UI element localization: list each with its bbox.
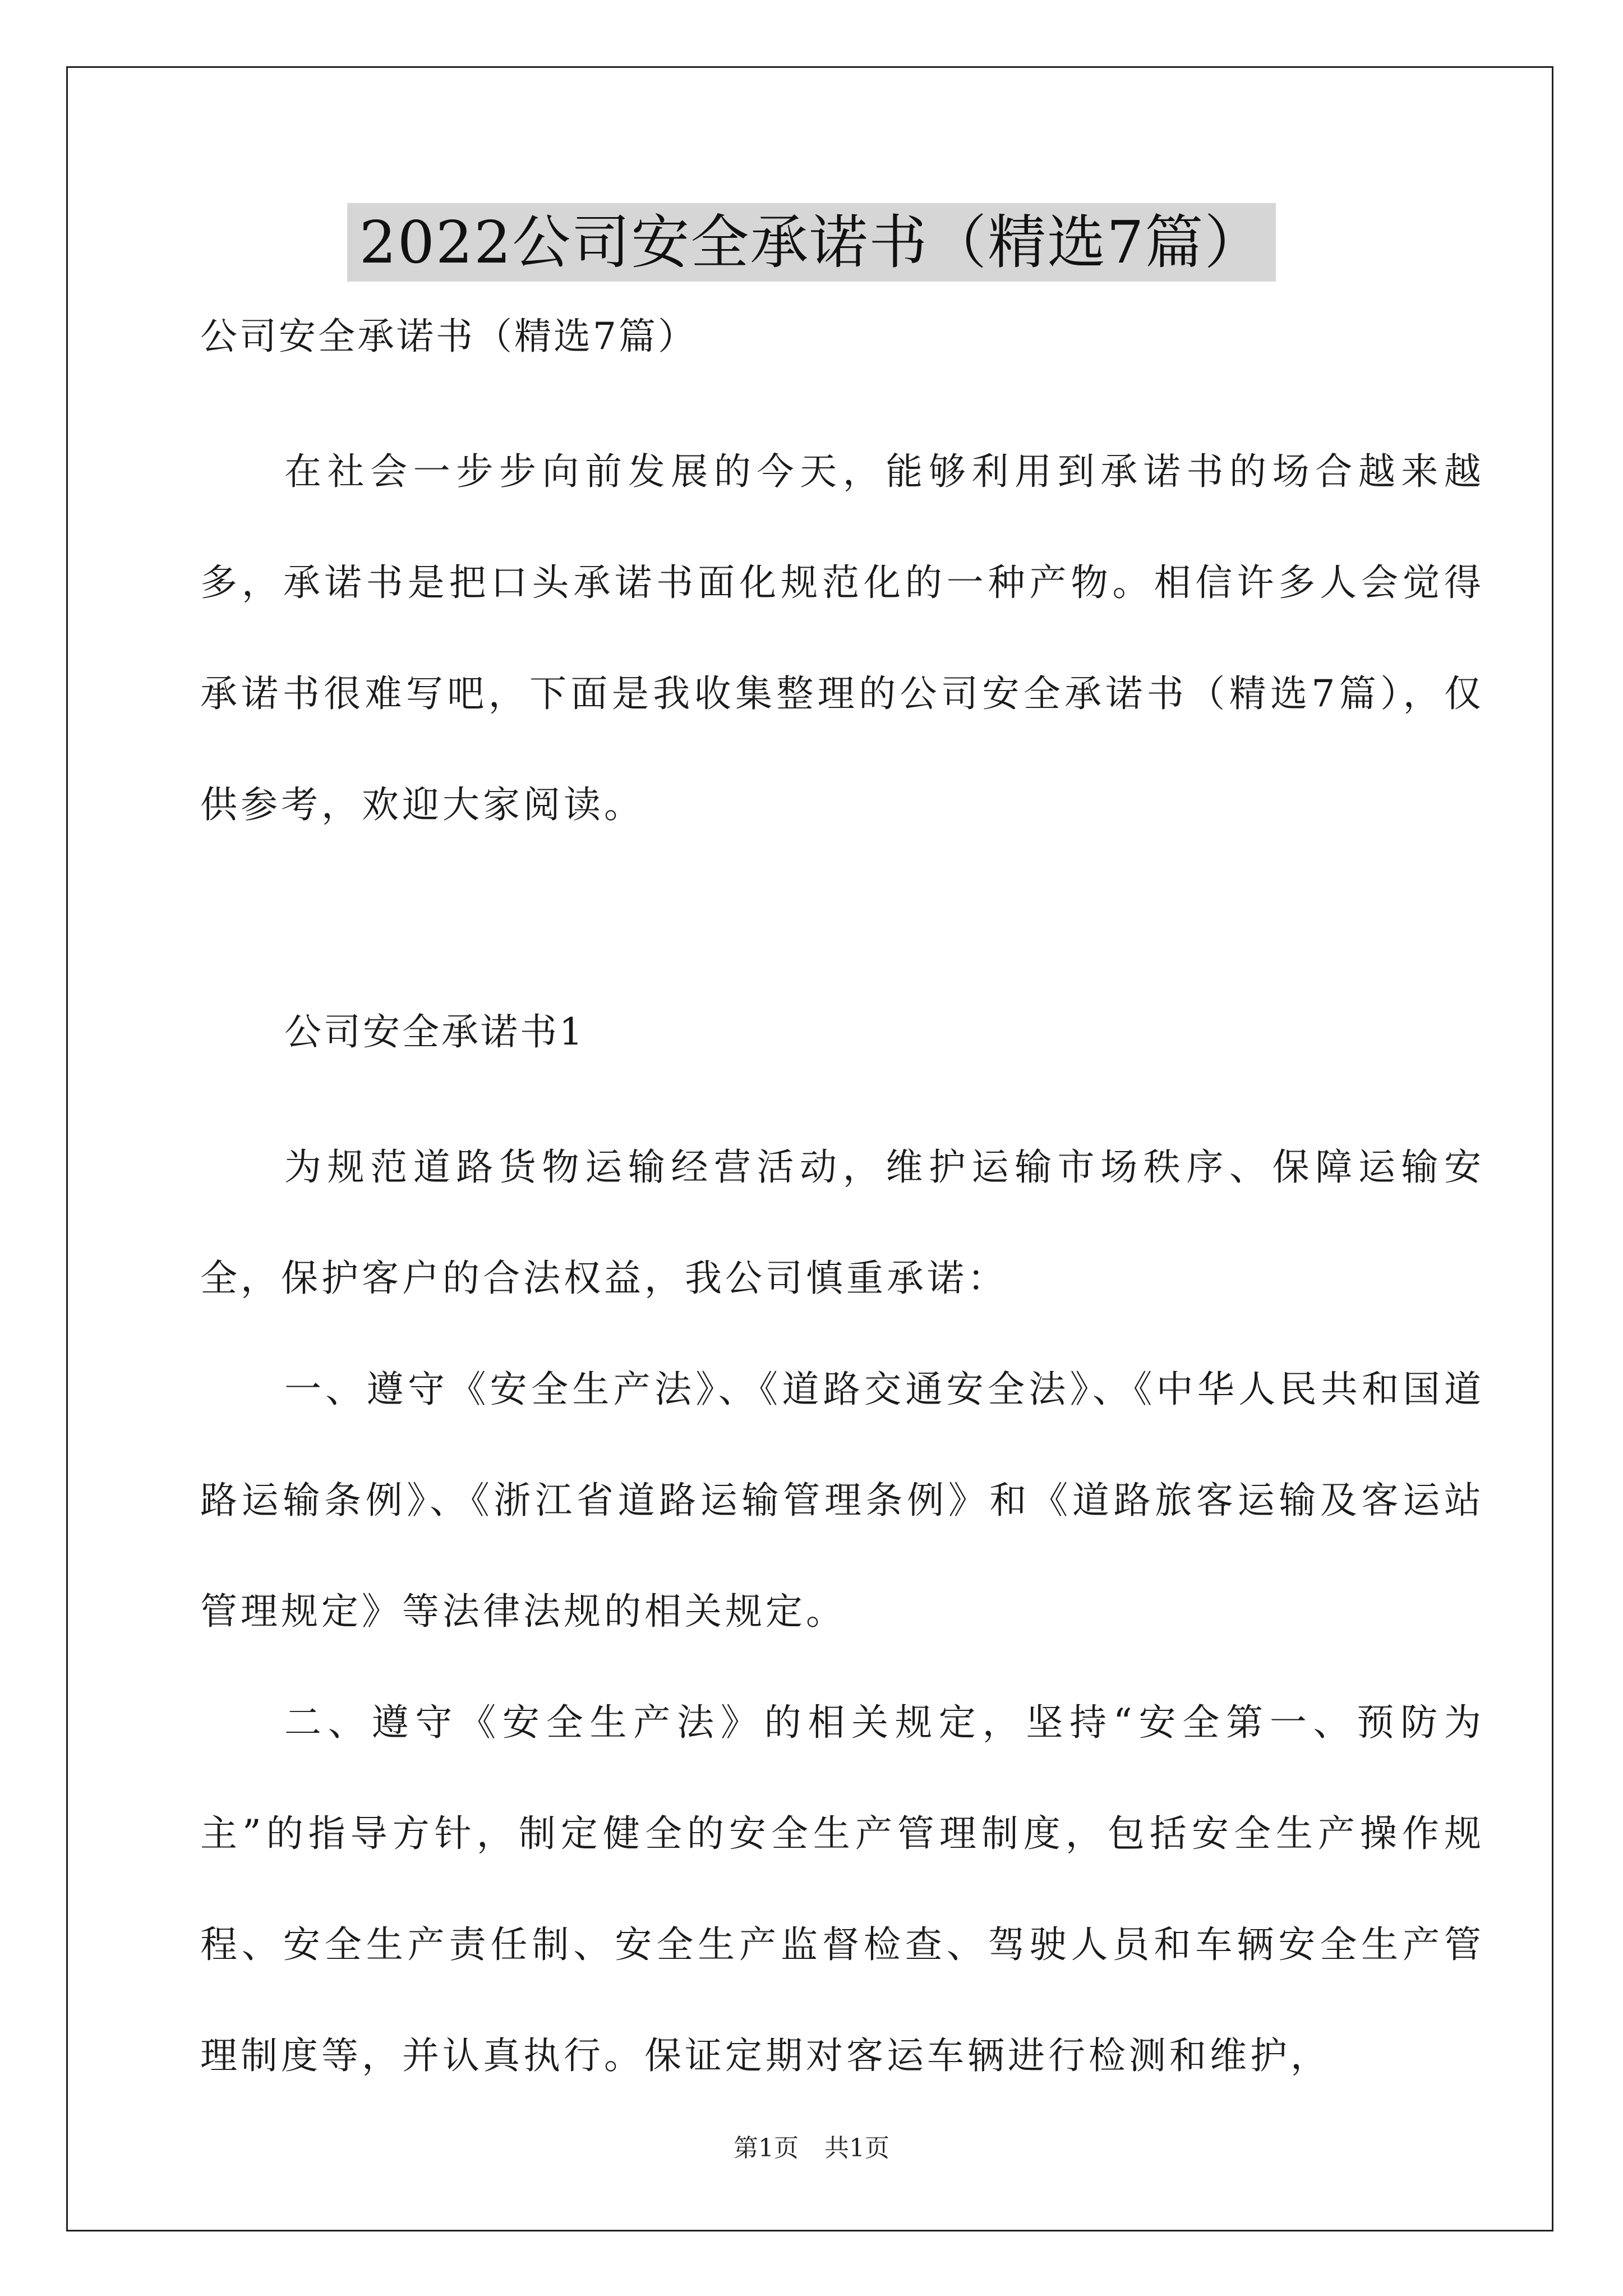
page-total: 共1页 bbox=[824, 2134, 889, 2162]
page-number: 第1页 bbox=[734, 2134, 799, 2162]
body-paragraph: 一、遵守《安全生产法》、《道路交通安全法》、《中华人民共和国道路运输条例》、《浙江省道路运输管理条例》和《道路旅客运输及客运站管理规定》等法律法规的相关规定。 bbox=[200, 1368, 1484, 1633]
page-footer bbox=[0, 2132, 1623, 2165]
title-container bbox=[0, 203, 1623, 282]
body-paragraph: 二、遵守《安全生产法》的相关规定，坚持“安全第一、预防为主”的指导方针，制定健全的安全生产管理制度，包括安全生产操作规程、安全生产责任制、安全生产监督检查、驾驶人员和车辆安全生产管理制度等，并认真执行。保证定期对客运车辆进行检测和维护， bbox=[200, 1701, 1484, 2077]
document-title: 2022公司安全承诺书（精选7篇） bbox=[347, 203, 1276, 282]
section-heading: 公司安全承诺书1 bbox=[284, 1010, 585, 1053]
document-subtitle: 公司安全承诺书（精选7篇） bbox=[200, 315, 697, 358]
intro-paragraph: 在社会一步步向前发展的今天，能够利用到承诺书的场合越来越多，承诺书是把口头承诺书面化规范化的一种产物。相信许多人会觉得承诺书很难写吧，下面是我收集整理的公司安全承诺书（精选7篇），仅供参考，欢迎大家阅读。 bbox=[200, 450, 1484, 826]
document-body bbox=[200, 309, 1484, 2111]
body-paragraph: 为规范道路货物运输经营活动，维护运输市场秩序、保障运输安全，保护客户的合法权益，我公司慎重承诺： bbox=[200, 1145, 1484, 1300]
